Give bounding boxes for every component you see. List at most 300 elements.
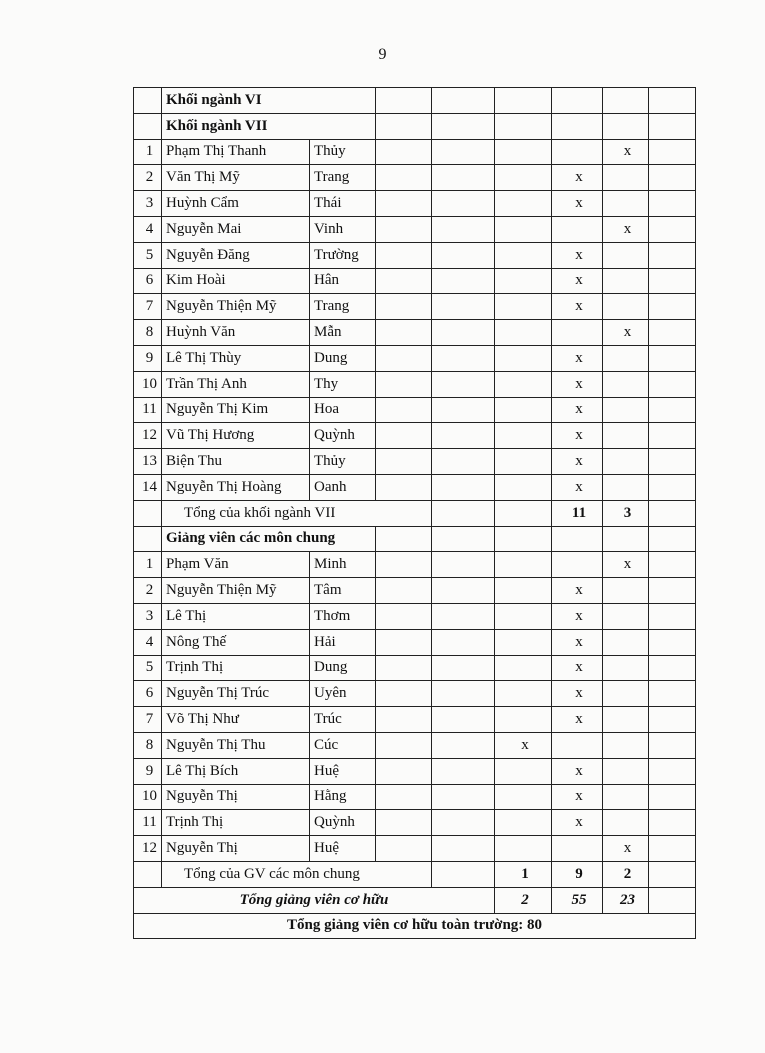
degree-mark-col2: x [552,655,603,681]
empty-cell [649,861,696,887]
degree-mark-col2 [552,139,603,165]
degree-mark-col3 [603,578,649,604]
row-number: 4 [134,629,162,655]
lecturer-family-name: Lê Thị [162,603,310,629]
lecturer-given-name: Tâm [310,578,376,604]
empty-cell [649,371,696,397]
table-row [134,629,696,655]
lecturer-given-name: Minh [310,552,376,578]
lecturer-family-name: Nông Thế [162,629,310,655]
degree-mark-col1 [495,603,552,629]
empty-cell [649,655,696,681]
subtotal-row [134,500,696,526]
section-title: Khối ngành VI [162,88,376,114]
degree-mark-col1 [495,810,552,836]
empty-cell [432,758,495,784]
table-row [134,216,696,242]
degree-mark-col2: x [552,810,603,836]
lecturer-given-name: Trang [310,294,376,320]
degree-mark-col2: x [552,371,603,397]
degree-mark-col1 [495,139,552,165]
lecturer-given-name: Thủy [310,139,376,165]
lecturer-given-name: Hằng [310,784,376,810]
row-number: 2 [134,165,162,191]
empty-cell [649,758,696,784]
degree-mark-col1 [495,345,552,371]
empty-cell [432,371,495,397]
subtotal-label: Tổng của GV các môn chung [162,861,432,887]
degree-mark-col3 [603,191,649,217]
empty-cell [432,810,495,836]
lecturer-given-name: Dung [310,655,376,681]
empty-cell [649,578,696,604]
lecturer-family-name: Lê Thị Thùy [162,345,310,371]
empty-cell [649,294,696,320]
table-row [134,732,696,758]
degree-mark-col2 [552,552,603,578]
row-number: 11 [134,397,162,423]
table-row [134,449,696,475]
degree-mark-col2 [552,320,603,346]
empty-cell [376,139,432,165]
empty-cell [649,603,696,629]
empty-cell [495,113,552,139]
row-number: 8 [134,320,162,346]
row-number: 12 [134,836,162,862]
row-number: 5 [134,655,162,681]
table-row [134,707,696,733]
lecturer-given-name: Hải [310,629,376,655]
empty-cell [376,216,432,242]
degree-mark-col3 [603,784,649,810]
table-row [134,603,696,629]
degree-mark-col2: x [552,345,603,371]
empty-cell [376,371,432,397]
empty-cell [432,500,495,526]
empty-cell [376,191,432,217]
empty-cell [376,707,432,733]
lecturer-family-name: Vũ Thị Hương [162,423,310,449]
degree-mark-col1 [495,681,552,707]
empty-cell [432,681,495,707]
lecturer-family-name: Nguyễn Thiện Mỹ [162,294,310,320]
degree-mark-col3 [603,268,649,294]
degree-mark-col2 [552,732,603,758]
table-row [134,268,696,294]
empty-cell [432,165,495,191]
lecturer-family-name: Văn Thị Mỹ [162,165,310,191]
empty-cell [432,784,495,810]
empty-cell [376,526,432,552]
lecturer-family-name: Nguyễn Thị [162,836,310,862]
empty-cell [649,113,696,139]
row-number: 12 [134,423,162,449]
subtotal-col2: 11 [552,500,603,526]
lecturer-given-name: Huệ [310,758,376,784]
section-title: Giảng viên các môn chung [162,526,376,552]
table-row [134,345,696,371]
lecturer-given-name: Hân [310,268,376,294]
degree-mark-col2 [552,836,603,862]
empty-cell [432,578,495,604]
degree-mark-col1 [495,165,552,191]
degree-mark-col3: x [603,836,649,862]
degree-mark-col3 [603,423,649,449]
empty-cell [649,836,696,862]
empty-cell [649,526,696,552]
table-row [134,655,696,681]
row-number: 2 [134,578,162,604]
degree-mark-col3 [603,371,649,397]
subtotal-label: Tổng của khối ngành VII [162,500,432,526]
empty-cell [495,88,552,114]
empty-cell [376,758,432,784]
degree-mark-col2: x [552,629,603,655]
empty-cell [376,655,432,681]
empty-cell [649,397,696,423]
degree-mark-col2: x [552,603,603,629]
lecturer-family-name: Nguyễn Thị Thu [162,732,310,758]
table-row [134,810,696,836]
empty-cell [552,526,603,552]
lecturer-family-name: Huỳnh Văn [162,320,310,346]
empty-cell [432,732,495,758]
degree-mark-col1 [495,268,552,294]
table-row [134,371,696,397]
page-number: 9 [378,46,387,63]
table-row [134,552,696,578]
empty-cell [376,423,432,449]
table-row [134,784,696,810]
empty-cell [649,320,696,346]
stt-cell [134,861,162,887]
subtotal-col1: 1 [495,861,552,887]
empty-cell [649,552,696,578]
degree-mark-col3 [603,474,649,500]
section-header-row [134,113,696,139]
lecturer-given-name: Vinh [310,216,376,242]
empty-cell [649,474,696,500]
degree-mark-col1: x [495,732,552,758]
empty-cell [649,784,696,810]
degree-mark-col3 [603,449,649,475]
degree-mark-col3 [603,242,649,268]
lecturer-family-name: Trần Thị Anh [162,371,310,397]
row-number: 4 [134,216,162,242]
lecturer-family-name: Huỳnh Cẩm [162,191,310,217]
empty-cell [649,165,696,191]
empty-cell [432,836,495,862]
degree-mark-col1 [495,449,552,475]
lecturer-family-name: Kim Hoài [162,268,310,294]
empty-cell [649,681,696,707]
empty-cell [376,397,432,423]
degree-mark-col1 [495,216,552,242]
lecturer-given-name: Quỳnh [310,423,376,449]
empty-cell [432,449,495,475]
empty-cell [603,113,649,139]
degree-mark-col2: x [552,784,603,810]
empty-cell [649,629,696,655]
staff-table [133,87,696,939]
degree-mark-col1 [495,371,552,397]
empty-cell [432,655,495,681]
subtotal-col3: 2 [603,861,649,887]
empty-cell [649,449,696,475]
degree-mark-col3 [603,165,649,191]
degree-mark-col2: x [552,758,603,784]
degree-mark-col1 [495,320,552,346]
lecturer-given-name: Hoa [310,397,376,423]
degree-mark-col3: x [603,552,649,578]
subtotal-row [134,861,696,887]
table-row [134,139,696,165]
row-number: 10 [134,371,162,397]
degree-mark-col3 [603,294,649,320]
empty-cell [376,732,432,758]
degree-mark-col1 [495,707,552,733]
degree-mark-col1 [495,836,552,862]
empty-cell [376,320,432,346]
empty-cell [376,113,432,139]
lecturer-family-name: Nguyễn Thị Trúc [162,681,310,707]
lecturer-given-name: Trang [310,165,376,191]
lecturer-family-name: Võ Thị Như [162,707,310,733]
table-row [134,578,696,604]
total-row [134,887,696,913]
section-title: Khối ngành VII [162,113,376,139]
empty-cell [603,526,649,552]
lecturer-given-name: Mẫn [310,320,376,346]
empty-cell [649,139,696,165]
empty-cell [432,345,495,371]
empty-cell [432,526,495,552]
empty-cell [432,397,495,423]
lecturer-family-name: Nguyễn Thiện Mỹ [162,578,310,604]
stt-cell [134,88,162,114]
degree-mark-col2: x [552,294,603,320]
row-number: 1 [134,552,162,578]
degree-mark-col2: x [552,681,603,707]
lecturer-given-name: Cúc [310,732,376,758]
empty-cell [376,294,432,320]
row-number: 9 [134,758,162,784]
lecturer-given-name: Uyên [310,681,376,707]
row-number: 10 [134,784,162,810]
table-row [134,294,696,320]
subtotal-col1 [495,500,552,526]
empty-cell [432,191,495,217]
row-number: 3 [134,603,162,629]
lecturer-given-name: Quỳnh [310,810,376,836]
empty-cell [432,629,495,655]
degree-mark-col1 [495,191,552,217]
empty-cell [552,88,603,114]
row-number: 6 [134,681,162,707]
stt-cell [134,500,162,526]
degree-mark-col1 [495,423,552,449]
lecturer-given-name: Oanh [310,474,376,500]
empty-cell [376,552,432,578]
degree-mark-col2: x [552,191,603,217]
degree-mark-col3 [603,629,649,655]
section-header-row [134,88,696,114]
lecturer-family-name: Nguyễn Thị Kim [162,397,310,423]
row-number: 8 [134,732,162,758]
empty-cell [649,810,696,836]
lecturer-family-name: Phạm Văn [162,552,310,578]
lecturer-family-name: Phạm Thị Thanh [162,139,310,165]
degree-mark-col3 [603,655,649,681]
total-col3: 23 [603,887,649,913]
subtotal-col2: 9 [552,861,603,887]
empty-cell [649,345,696,371]
degree-mark-col3: x [603,139,649,165]
empty-cell [649,268,696,294]
lecturer-family-name: Nguyễn Đăng [162,242,310,268]
empty-cell [376,578,432,604]
degree-mark-col3 [603,681,649,707]
grand-total-row [134,913,696,939]
degree-mark-col3 [603,810,649,836]
row-number: 5 [134,242,162,268]
degree-mark-col3 [603,345,649,371]
degree-mark-col2: x [552,578,603,604]
empty-cell [376,474,432,500]
degree-mark-col2: x [552,397,603,423]
empty-cell [432,294,495,320]
table-row [134,191,696,217]
table-row [134,758,696,784]
empty-cell [432,88,495,114]
table-row [134,397,696,423]
degree-mark-col2: x [552,268,603,294]
degree-mark-col1 [495,578,552,604]
lecturer-family-name: Nguyễn Thị [162,784,310,810]
row-number: 3 [134,191,162,217]
total-label: Tổng giảng viên cơ hữu [134,887,495,913]
empty-cell [376,681,432,707]
degree-mark-col1 [495,552,552,578]
empty-cell [432,268,495,294]
degree-mark-col2 [552,216,603,242]
empty-cell [432,113,495,139]
degree-mark-col3 [603,603,649,629]
stt-cell [134,113,162,139]
empty-cell [376,268,432,294]
empty-cell [376,242,432,268]
degree-mark-col2: x [552,707,603,733]
empty-cell [376,449,432,475]
row-number: 13 [134,449,162,475]
lecturer-given-name: Dung [310,345,376,371]
row-number: 6 [134,268,162,294]
degree-mark-col3 [603,758,649,784]
table-row [134,681,696,707]
lecturer-family-name: Nguyễn Mai [162,216,310,242]
empty-cell [649,732,696,758]
row-number: 1 [134,139,162,165]
empty-cell [432,139,495,165]
empty-cell [432,552,495,578]
degree-mark-col1 [495,758,552,784]
lecturer-given-name: Huệ [310,836,376,862]
table-row [134,320,696,346]
row-number: 7 [134,707,162,733]
lecturer-given-name: Thái [310,191,376,217]
degree-mark-col1 [495,397,552,423]
lecturer-given-name: Trường [310,242,376,268]
empty-cell [432,474,495,500]
table-row [134,474,696,500]
degree-mark-col3: x [603,216,649,242]
empty-cell [552,113,603,139]
empty-cell [432,216,495,242]
table-row [134,165,696,191]
table-row [134,836,696,862]
empty-cell [376,165,432,191]
row-number: 7 [134,294,162,320]
lecturer-family-name: Biện Thu [162,449,310,475]
empty-cell [649,500,696,526]
table-row [134,423,696,449]
degree-mark-col2: x [552,242,603,268]
empty-cell [432,861,495,887]
empty-cell [432,707,495,733]
empty-cell [603,88,649,114]
degree-mark-col1 [495,784,552,810]
degree-mark-col1 [495,629,552,655]
degree-mark-col2: x [552,165,603,191]
degree-mark-col2: x [552,423,603,449]
stt-cell [134,526,162,552]
empty-cell [432,320,495,346]
empty-cell [376,603,432,629]
empty-cell [649,887,696,913]
row-number: 14 [134,474,162,500]
table-row [134,242,696,268]
empty-cell [376,836,432,862]
empty-cell [432,423,495,449]
empty-cell [649,191,696,217]
lecturer-family-name: Trịnh Thị [162,810,310,836]
subtotal-col3: 3 [603,500,649,526]
degree-mark-col3 [603,397,649,423]
lecturer-given-name: Thơm [310,603,376,629]
empty-cell [495,526,552,552]
lecturer-given-name: Thy [310,371,376,397]
degree-mark-col3 [603,707,649,733]
empty-cell [649,707,696,733]
section-header-row [134,526,696,552]
empty-cell [376,88,432,114]
lecturer-given-name: Thủy [310,449,376,475]
degree-mark-col1 [495,474,552,500]
row-number: 11 [134,810,162,836]
degree-mark-col3: x [603,320,649,346]
empty-cell [376,345,432,371]
lecturer-given-name: Trúc [310,707,376,733]
grand-total: Tổng giảng viên cơ hữu toàn trường: 80 [134,913,696,939]
total-col1: 2 [495,887,552,913]
total-col2: 55 [552,887,603,913]
empty-cell [376,629,432,655]
empty-cell [649,88,696,114]
degree-mark-col1 [495,655,552,681]
empty-cell [376,784,432,810]
lecturer-family-name: Trịnh Thị [162,655,310,681]
empty-cell [649,423,696,449]
